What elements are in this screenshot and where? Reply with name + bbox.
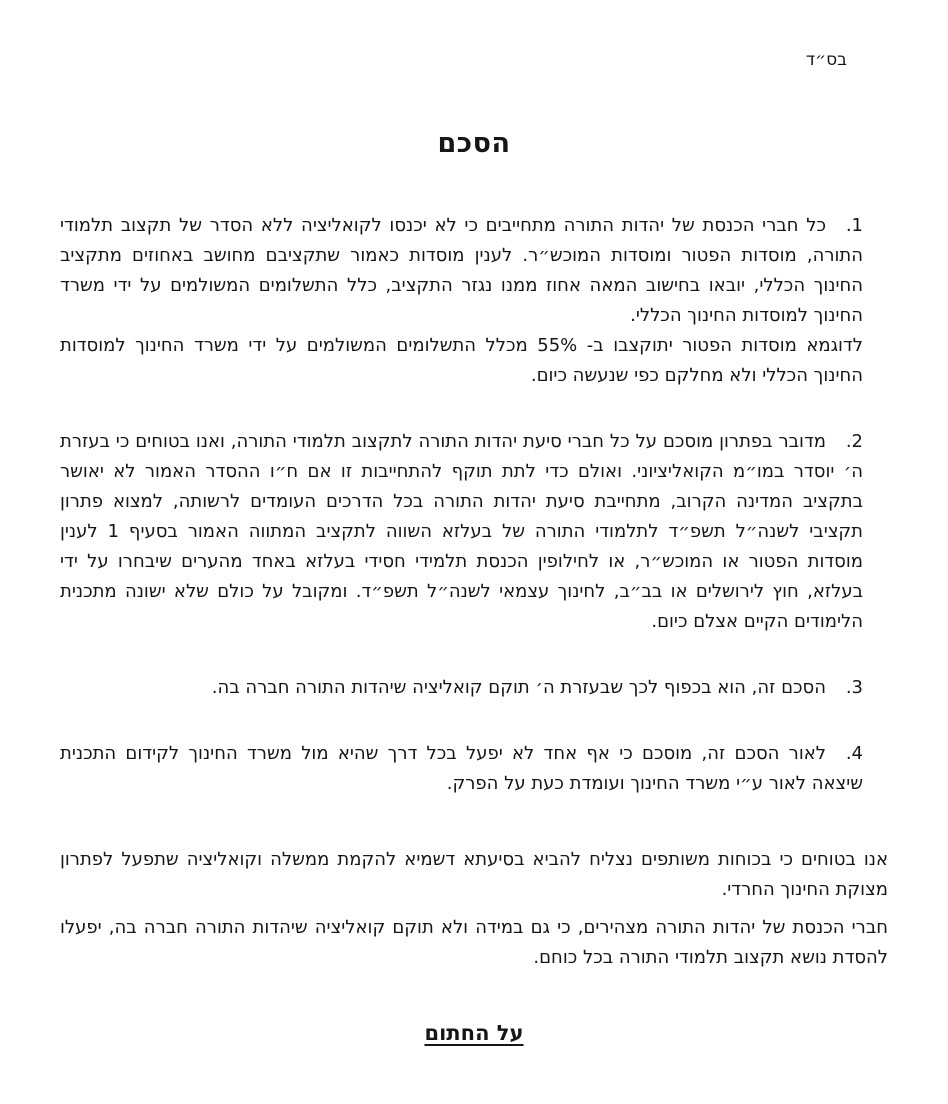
- clause-list: [60, 211, 888, 799]
- clause-1: [60, 211, 863, 391]
- clause-1-paragraph-2: לדוגמא מוסדות הפטור יתוקצבו ב- 55% מכלל התשלומים המשולמים על ידי משרד החינוך למוסדות החינוך הכללי ולא מחלקם כפי שנעשה כיום.: [60, 335, 863, 386]
- clause-3-paragraph-1: הסכם זה, הוא בכפוף לכך שבעזרת ה׳ תוקם קואליציה שיהדות התורה חברה בה.: [211, 677, 826, 698]
- document-title: הסכם: [437, 128, 511, 159]
- closing-section: [60, 845, 888, 973]
- clause-3-number: 3.: [845, 677, 863, 698]
- clause-4: [60, 739, 863, 799]
- bsd-header: בס״ד: [805, 50, 847, 70]
- clause-3: [60, 673, 863, 703]
- signature-section: [60, 1021, 888, 1045]
- clause-2-number: 2.: [845, 431, 863, 452]
- clause-4-number: 4.: [845, 743, 863, 764]
- signature-heading: על החתום: [424, 1021, 524, 1045]
- clause-2: [60, 427, 863, 637]
- clause-4-paragraph-1: לאור הסכם זה, מוסכם כי אף אחד לא יפעל בכל דרך שהיא מול משרד החינוך לקידום התכנית שיצאה לאור ע״י משרד החינוך ועומדת כעת על הפרק.: [60, 743, 863, 794]
- clause-2-paragraph-1: מדובר בפתרון מוסכם על כל חברי סיעת יהדות התורה לתקצוב תלמודי התורה, ואנו בטוחים כי בעזרת ה׳ יוסדר במו״מ הקואליציוני. ואולם כדי לתת תוקף להתחייבות זו אם ח״ו ההסדר האמור לא יאושר בתקציב המדינה הקרוב, מתחייבת סיעת יהדות התורה בכל הדרכים העומדים לרשותה, למצוא פתרון תקציבי לשנה״ל תשפ״ד לתלמודי התורה של בעלזא השווה לתקציב המתווה האמור בסעיף 1 לענין מוסדות הפטור או המוכש״ר, או לחילופין הכנסת תלמידי חסידי בעלזא באחד מהערים שיבחרו על ידי בעלזא, חוץ לירושלים או בב״ב, לחינוך עצמאי לשנה״ל תשפ״ד. ומקובל על כולם שלא ישונה מתכנית הלימודים הקיים אצלם כיום.: [60, 431, 864, 632]
- clause-1-paragraph-1: כל חברי הכנסת של יהדות התורה מתחייבים כי לא יכנסו לקואליציה ללא הסדר של תקצוב תלמודי התורה, מוסדות הפטור ומוסדות המוכש״ר. לענין מוסדות כאמור שתקציבם מחושב באחוזים מתקציב החינוך הכללי, יובאו בחישוב המאה אחוז ממנו נגזר התקציב, כלל התשלומים המשולמים על ידי משרד החינוך למוסדות החינוך הכללי.: [60, 215, 863, 326]
- clause-1-number: 1.: [845, 215, 863, 236]
- closing-paragraph-1: אנו בטוחים כי בכוחות משותפים נצליח להביא בסיעתא דשמיא להקמת ממשלה וקואליציה שתפעל לפתרון מצוקת החינוך החרדי.: [60, 849, 888, 900]
- closing-paragraph-2: חברי הכנסת של יהדות התורה מצהירים, כי גם במידה ולא תוקם קואליציה שיהדות התורה חברה בה, יפעלו להסדת נושא תקצוב תלמודי התורה בכל כוחם.: [60, 917, 888, 968]
